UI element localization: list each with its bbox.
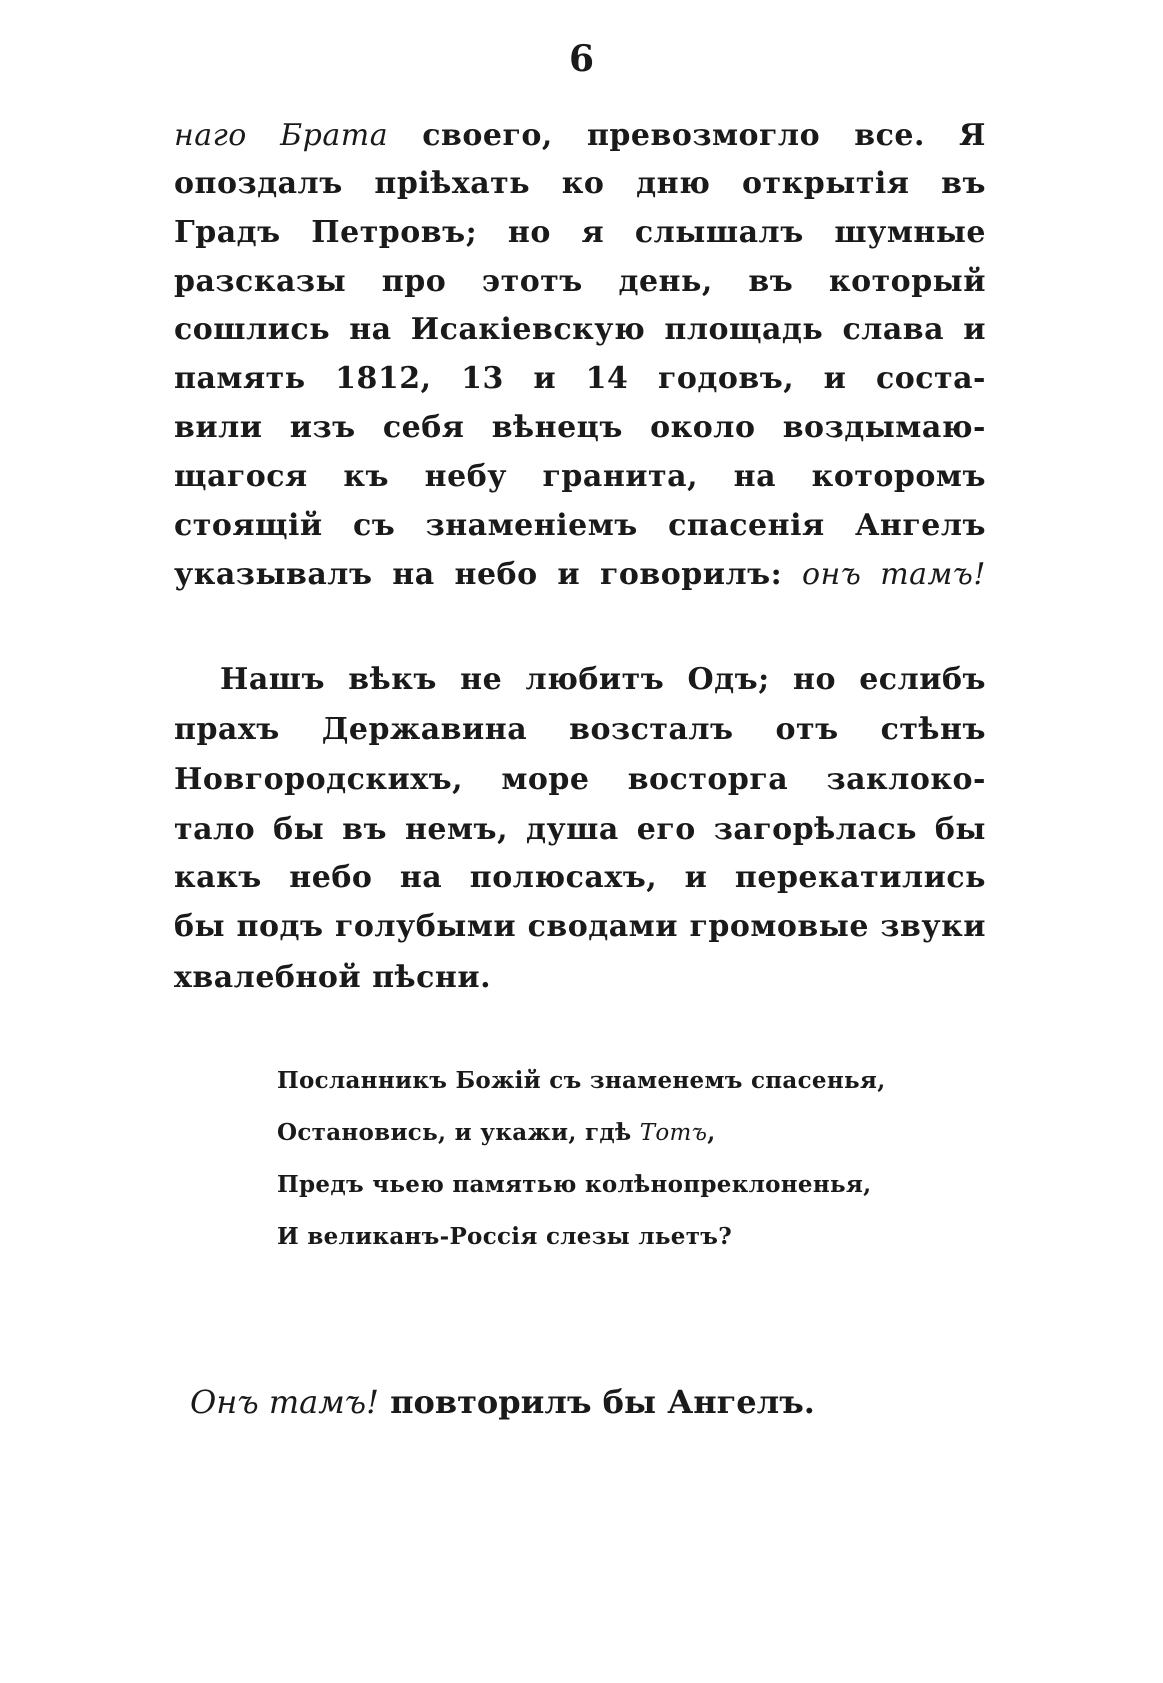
italic-text: онъ тамъ! [802,557,986,592]
paragraph-1-line-5: сошлись на Исакіевскую площадь слава и [174,312,986,347]
paragraph-1-line-2: опоздалъ пріѣхать ко дню открытія въ [174,166,986,201]
paragraph-1-line-4: разсказы про этотъ день, въ который [174,264,986,299]
paragraph-2-line-2: прахъ Державина возсталъ отъ стѣнъ [174,712,986,747]
closing-line [190,1382,815,1422]
italic-text: Тотъ [639,1120,708,1146]
page-number: 6 [568,38,595,80]
paragraph-2-line-5: какъ небо на полюсахъ, и перекатились [174,860,986,895]
paragraph-1-line-1 [174,116,986,156]
paragraph-2-line-6: бы подъ голубыми сводами громовые звуки [174,909,986,944]
paragraph-2-line-4: тало бы въ немъ, душа его загорѣлась бы [174,812,986,847]
italic-text: наго Брата [174,118,389,153]
text-span: Остановись, и укажи, гдѣ [277,1119,640,1146]
italic-text: Онъ тамъ! [190,1383,379,1421]
verse-line-2 [277,1118,716,1148]
verse-line-3: Предъ чьею памятью колѣнопреклоненья, [277,1171,872,1198]
paragraph-1-line-3: Градъ Петровъ; но я слышалъ шумные [174,215,986,250]
verse-line-1: Посланникъ Божій съ знаменемъ спасенья, [277,1067,886,1094]
paragraph-1-line-10 [174,555,986,595]
text-span: , [707,1119,716,1146]
text-span: указывалъ на небо и говорилъ: [174,557,802,592]
text-span: повторилъ бы Ангелъ. [378,1383,815,1421]
paragraph-2-line-7: хвалебной пѣсни. [174,960,492,995]
paragraph-1-line-7: вили изъ себя вѣнецъ около воздымаю- [174,410,986,445]
paragraph-2-line-1: Нашъ вѣкъ не любитъ Одъ; но еслибъ [220,662,986,697]
verse-line-4: И великанъ-Россія слезы льетъ? [277,1223,732,1250]
paragraph-1-line-6: память 1812, 13 и 14 годовъ, и соста- [174,361,986,396]
paragraph-1-line-8: щагося къ небу гранита, на которомъ [174,459,986,494]
paragraph-2-line-3: Новгородскихъ, море восторга заклоко- [174,762,986,797]
paragraph-1-line-9: стоящій съ знаменіемъ спасенія Ангелъ [174,508,986,543]
text-span: своего, превозмогло все. Я [388,118,987,153]
